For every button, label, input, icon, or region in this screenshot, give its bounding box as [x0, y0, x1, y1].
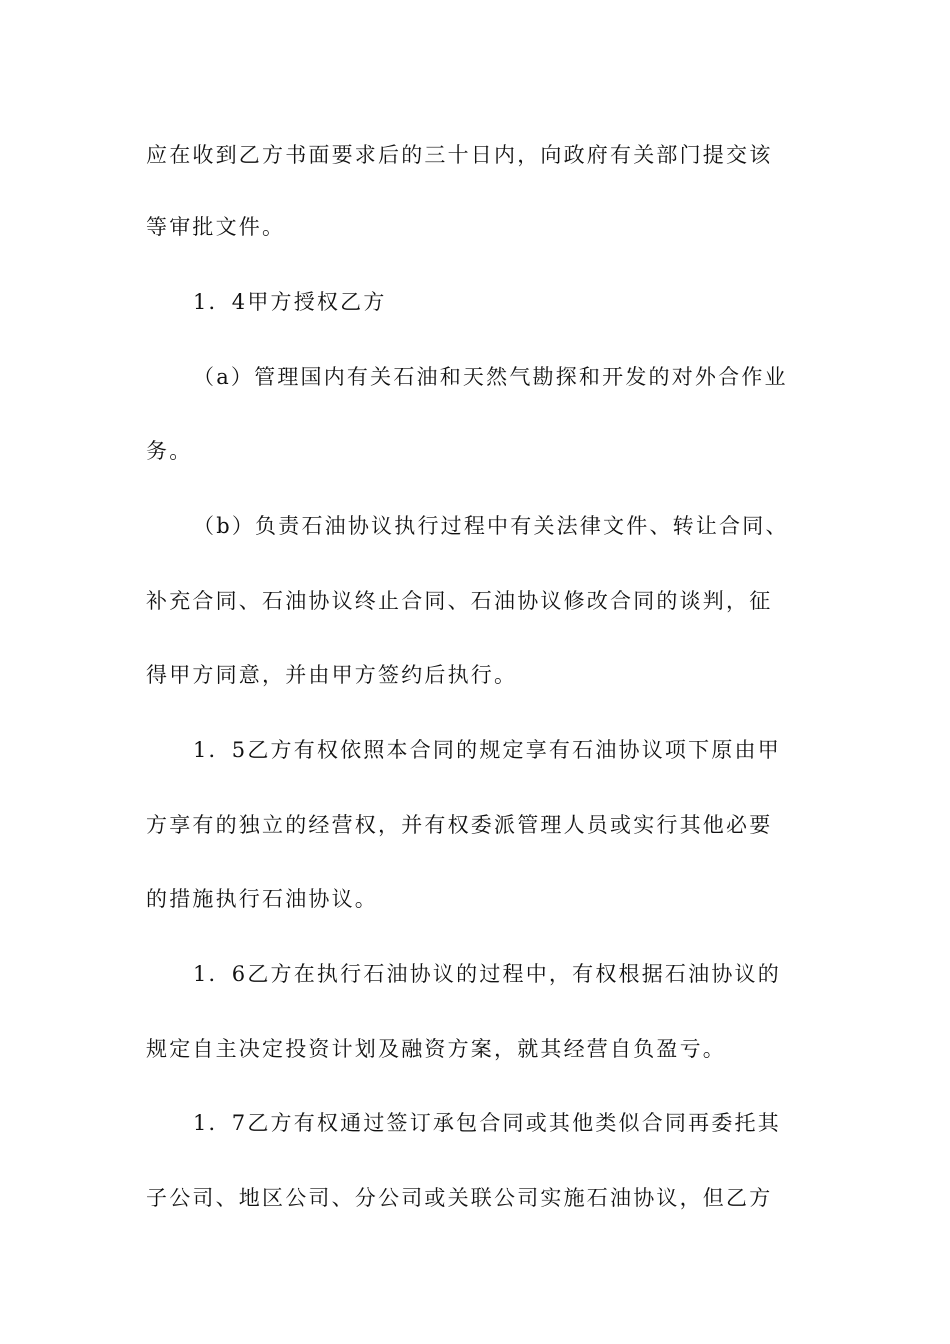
text-line: 方享有的独立的经营权，并有权委派管理人员或实行其他必要 — [146, 813, 773, 837]
text-line: 规定自主决定投资计划及融资方案，就其经营自负盈亏。 — [146, 1037, 726, 1061]
section-heading: 1．4甲方授权乙方 — [193, 290, 387, 314]
text-line: 应在收到乙方书面要求后的三十日内，向政府有关部门提交该 — [146, 143, 773, 167]
text-line: 得甲方同意，并由甲方签约后执行。 — [146, 663, 518, 687]
text-line: 子公司、地区公司、分公司或关联公司实施石油协议，但乙方 — [146, 1186, 773, 1210]
text-line: 的措施执行石油协议。 — [146, 887, 378, 911]
text-line: 1．5乙方有权依照本合同的规定享有石油协议项下原由甲 — [193, 738, 781, 762]
text-line: 务。 — [146, 439, 193, 463]
text-line: 1．7乙方有权通过签订承包合同或其他类似合同再委托其 — [193, 1111, 781, 1135]
text-line: 等审批文件。 — [146, 215, 286, 239]
text-line: （b）负责石油协议执行过程中有关法律文件、转让合同、 — [193, 514, 789, 538]
text-line: 1．6乙方在执行石油协议的过程中，有权根据石油协议的 — [193, 962, 781, 986]
text-line: （a）管理国内有关石油和天然气勘探和开发的对外合作业 — [193, 365, 788, 389]
text-line: 补充合同、石油协议终止合同、石油协议修改合同的谈判，征 — [146, 589, 773, 613]
